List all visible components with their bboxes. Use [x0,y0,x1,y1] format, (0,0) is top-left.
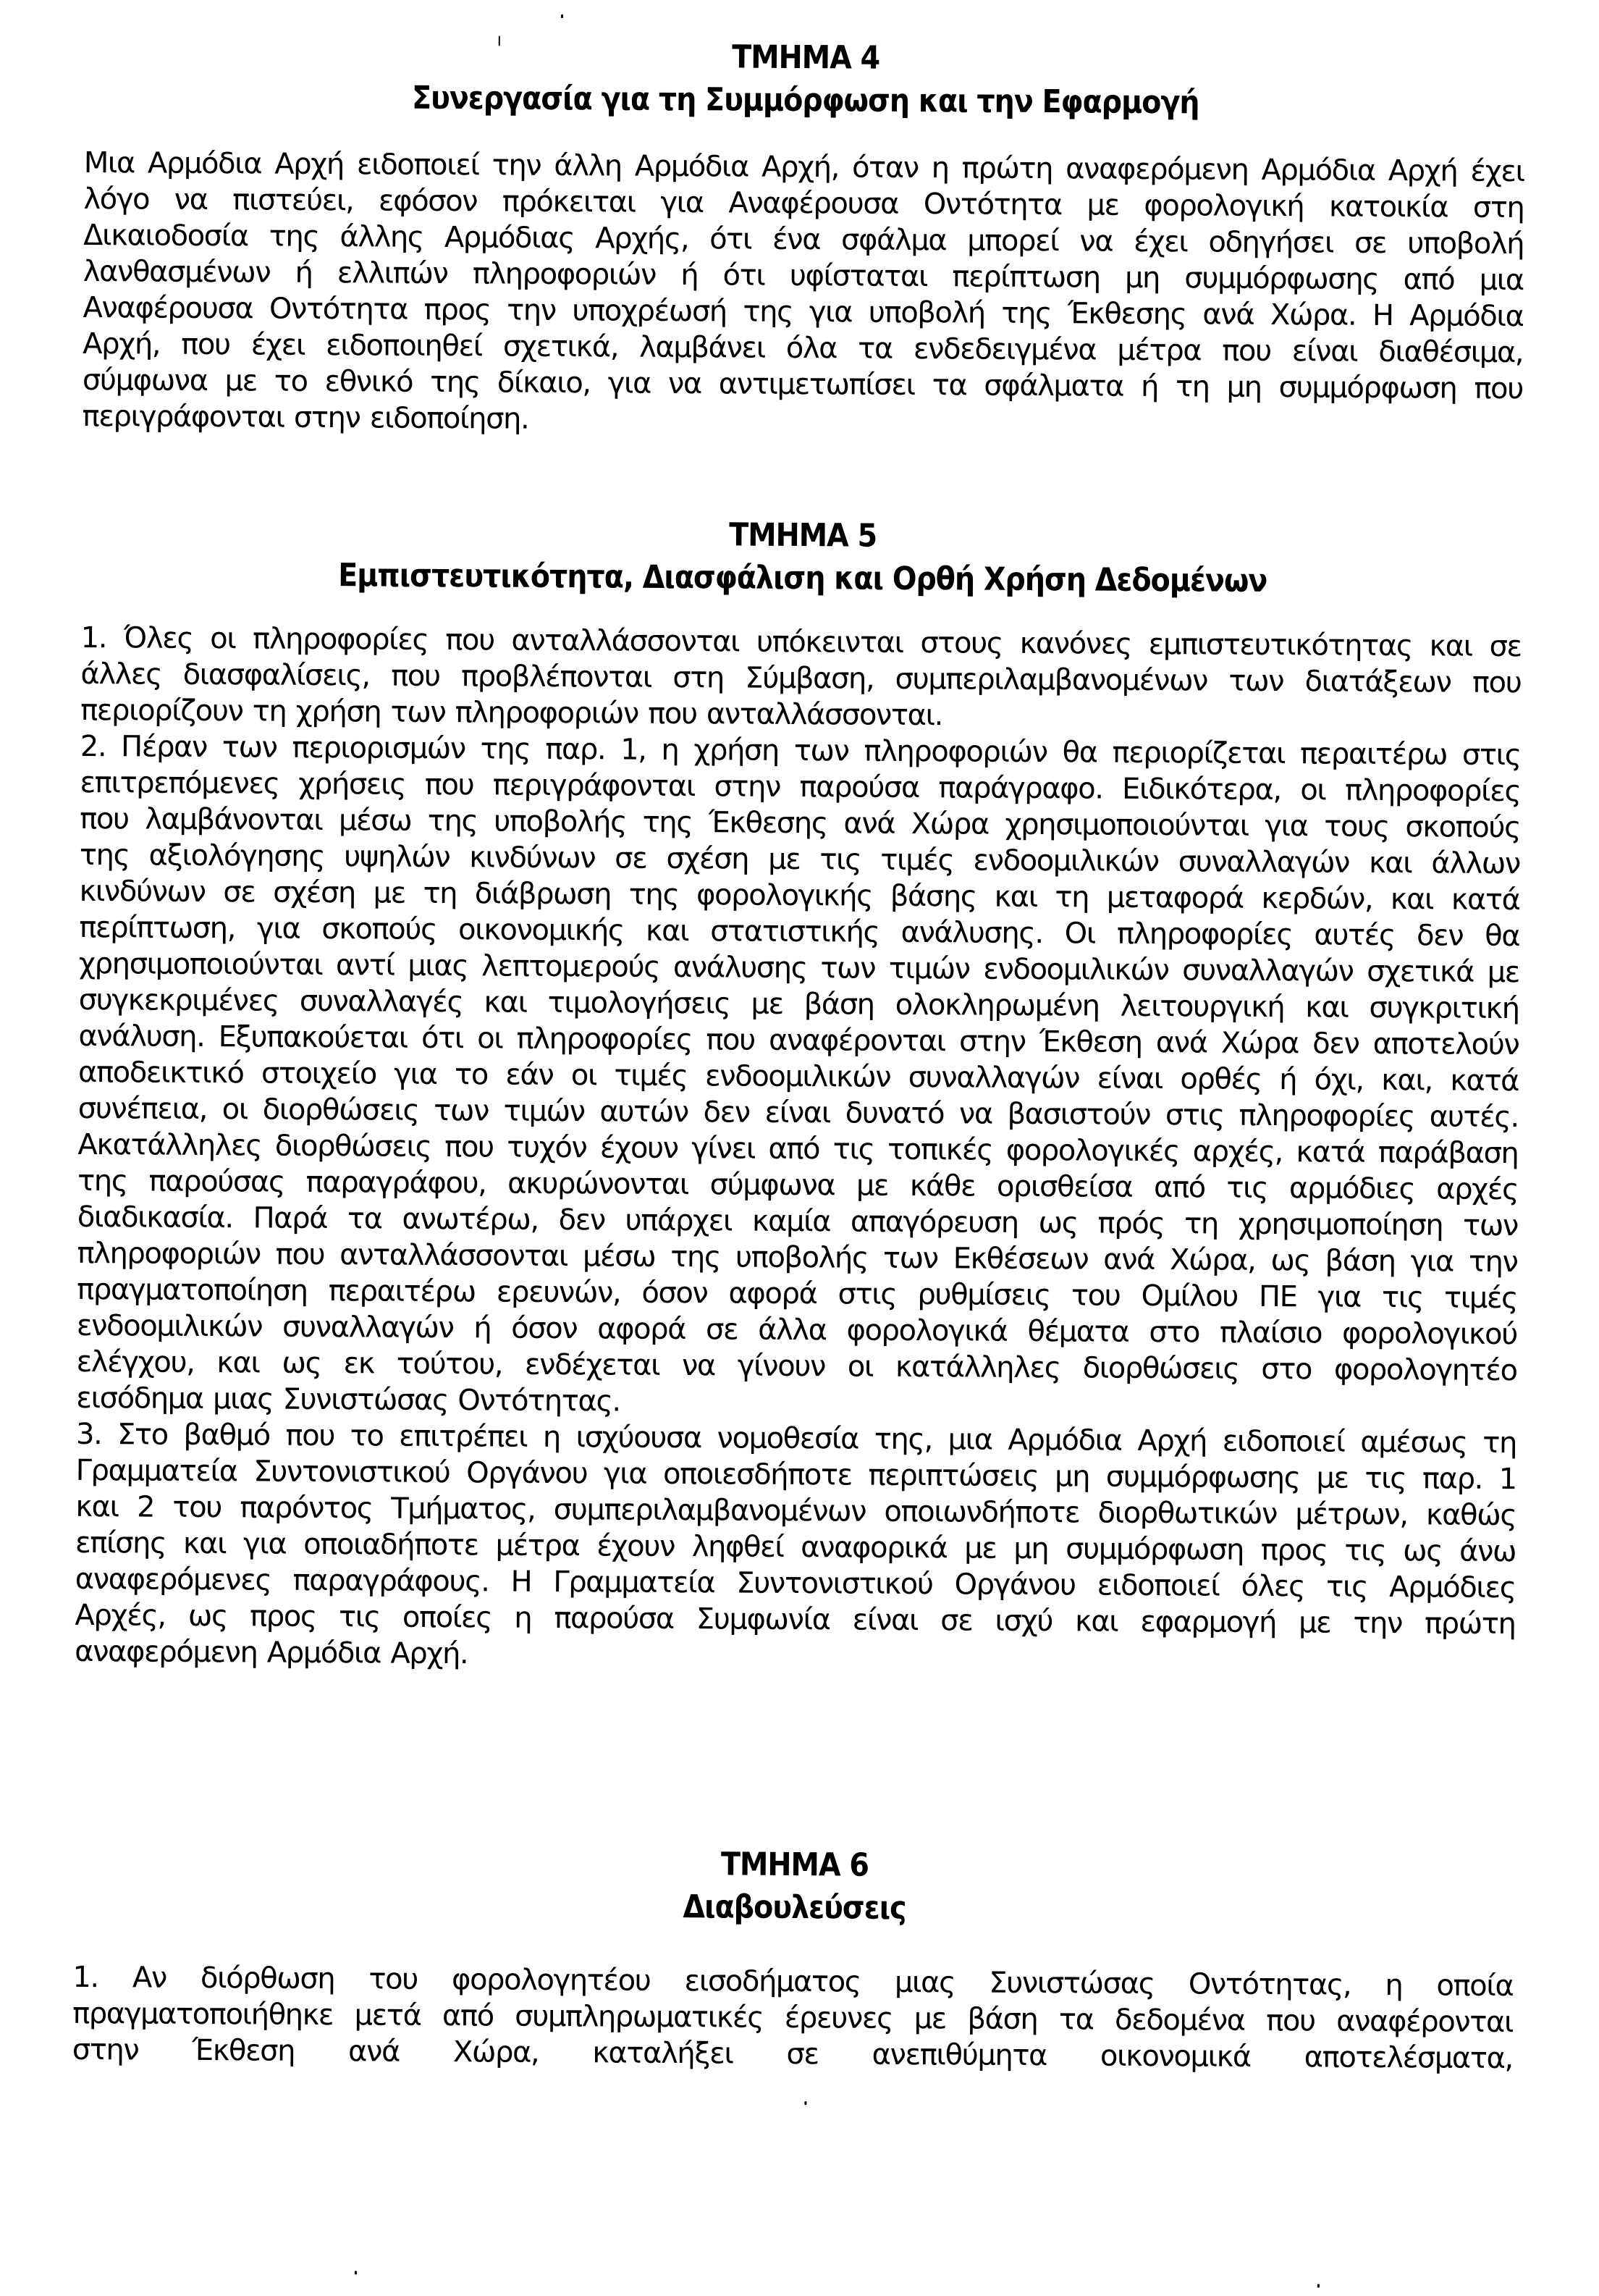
text-line: περιγράφονται στην ειδοποίηση. [82,399,529,436]
text-line: ελέγχου, και ως εκ τούτου, ενδέχεται να γίνουν οι κατάλληλες διορθώσεις στο φορολογητέο [76,1345,1517,1388]
text-line: ενδοομιλικών συναλλαγών ή όσον αφορά σε άλλα φορολογικά θέματα στο πλαίσιο φορολογικού [76,1308,1518,1352]
text-line: Μια Αρμόδια Αρχή ειδοποιεί την άλλη Αρμόδια Αρχή, όταν η πρώτη αναφερόμενη Αρμόδια Αρχή έχει [83,146,1524,189]
text-line: 1. Αν διόρθωση του φορολογητέου εισοδήματος μιας Συνιστώσας Οντότητας, η οποία [72,1960,1514,2003]
text-line: αναφερόμενη Αρμόδια Αρχή. [75,1634,468,1671]
section-6-heading [0,1840,1595,1935]
text-line: σύμφωνα με το εθνικό της δίκαιο, για να αντιμετωπίσει τα σφάλματα ή τη μη συμμόρφωση που [82,363,1524,406]
text-line: συγκεκριμένες συναλλαγές και τιμολογήσεις με βάση ολοκληρωμένη λειτουργική και συγκριτική [78,983,1519,1026]
section-5-heading [3,510,1599,605]
scan-artifact [1317,2284,1320,2287]
section-6-number: ΤΜΗΜΑ 6 [720,1846,869,1884]
section-5-title: Εμπιστευτικότητα, Διασφάλιση και Ορθή Χρήση Δεδομένων [338,557,1267,600]
scan-artifact [561,14,563,18]
section-6-title: Διαβουλεύσεις [683,1888,906,1927]
text-line: εισόδημα μιας Συνιστώσας Οντότητας. [76,1381,620,1418]
scan-artifact [355,2271,357,2274]
text-line: Αρχές, ως προς τις οποίες η παρούσα Συμφωνία είναι σε ισχύ και εφαρμογή με την πρώτη [75,1598,1516,1641]
text-line: άλλες διασφαλίσεις, που προβλέπονται στη Σύμβαση, συμπεριλαμβανομένων των διατάξεων που [80,657,1522,700]
text-line: 3. Στο βαθμό που το επιτρέπει η ισχύουσα νομοθεσία της, μια Αρμόδια Αρχή ειδοποιεί αμέσως τη [75,1417,1517,1460]
text-line: της παρούσας παραγράφου, ακυρώνονται σύμφωνα με κάθε ορισθείσα από τις αρμόδιες αρχές [77,1164,1519,1207]
text-line: αποδεικτικό στοιχείο για το εάν οι τιμές ενδοομιλικών συναλλαγών είναι ορθές ή όχι, και, κατά [77,1055,1519,1098]
scan-artifact [499,35,500,46]
section-5-body [75,620,1522,1678]
text-line: αναφερόμενες παραγράφους. Η Γραμματεία Συντονιστικού Οργάνου ειδοποιεί όλες τις Αρμόδιες [75,1562,1516,1605]
text-line: Αναφέρουσα Οντότητα προς την υποχρέωσή της για υποβολή της Έκθεσης ανά Χώρα. Η Αρμόδια [83,290,1524,334]
text-line: που λαμβάνονται μέσω της υποβολής της Έκθεσης ανά Χώρα χρησιμοποιούνται για τους σκοπούς [80,802,1521,845]
text-line: χρησιμοποιούνται αντί μιας λεπτομερούς ανάλυσης των τιμών ενδοομιλικών συναλλαγών σχετικά με [78,946,1520,990]
text-line: Γραμματεία Συντονιστικού Οργάνου για οποιεσδήποτε περιπτώσεις μη συμμόρφωσης με τις παρ. 1 [75,1453,1516,1497]
text-line: και 2 του παρόντος Τμήματος, συμπεριλαμβανομένων οποιωνδήποτε διορθωτικών μέτρων, καθώς [75,1489,1516,1533]
text-line: λανθασμένων ή ελλιπών πληροφοριών ή ότι υφίσταται περίπτωση μη συμμόρφωσης από μια [83,254,1524,298]
text-line: επιτρεπόμενες χρήσεις που περιγράφονται στην παρούσα παράγραφο. Ειδικότερα, οι πληροφορίες [80,765,1521,809]
text-line: Ακατάλληλες διορθώσεις που τυχόν έχουν γίνει από τις τοπικές φορολογικές αρχές, κατά παράβαση [77,1127,1519,1171]
section-4-title: Συνεργασία για τη Συμμόρφωση και την Εφαρμογή [411,79,1199,122]
text-line: Αρχή, που έχει ειδοποιηθεί σχετικά, λαμβάνει όλα τα ενδεδειγμένα μέτρα που είναι διαθέσιμα, [83,327,1524,370]
text-line: λόγο να πιστεύει, εφόσον πρόκειται για Αναφέρουσα Οντότητα με φορολογική κατοικία στη [83,182,1524,225]
text-line: συνέπεια, οι διορθώσεις των τιμών αυτών δεν είναι δυνατό να βασιστούν στις πληροφορίες αυτές. [77,1091,1519,1135]
text-line: στην Έκθεση ανά Χώρα, καταλήξει σε ανεπιθύμητα οικονομικά αποτελέσματα, [72,2032,1513,2076]
text-line: πραγματοποιήθηκε μετά από συμπληρωματικές έρευνες με βάση τα δεδομένα που αναφέρονται [72,1996,1514,2040]
scan-artifact [804,2101,806,2105]
text-line: 1. Όλες οι πληροφορίες που ανταλλάσσονται υπόκεινται στους κανόνες εμπιστευτικότητας και σε [80,621,1522,664]
section-4-number: ΤΜΗΜΑ 4 [732,38,880,77]
text-line: κινδύνων σε σχέση με τη διάβρωση της φορολογικής βάσης και τη μεταφορά κερδών, και κατά [79,874,1520,917]
text-line: διαδικασία. Παρά τα ανωτέρω, δεν υπάρχει καμία απαγόρευση ως πρός τη χρησιμοποίηση των [77,1200,1518,1243]
text-line: ανάλυση. Εξυπακούεται ότι οι πληροφορίες που αναφέρονται στην Έκθεση ανά Χώρα δεν αποτελούν [78,1019,1519,1062]
text-line: πραγματοποίηση περαιτέρω ερευνών, όσον αφορά στις ρυθμίσεις του Ομίλου ΠΕ για τις τιμές [77,1272,1518,1316]
text-line: περίπτωση, για σκοπούς οικονομικής και στατιστικής ανάλυσης. Οι πληροφορίες αυτές δεν θα [79,910,1520,954]
section-5-number: ΤΜΗΜΑ 5 [729,516,877,555]
section-6-body [72,1959,1514,2077]
text-line: της αξιολόγησης υψηλών κινδύνων σε σχέση με τις τιμές ενδοομιλικών συναλλαγών και άλλων [79,838,1521,881]
text-line: επίσης και για οποιαδήποτε μέτρα έχουν ληφθεί αναφορικά με μη συμμόρφωση προς τις ως άνω [75,1526,1516,1569]
text-line: Δικαιοδοσία της άλλης Αρμόδιας Αρχής, ότι ένα σφάλμα μπορεί να έχει οδηγήσει σε υποβολή [83,218,1524,261]
text-line: πληροφοριών που ανταλλάσσονται μέσω της υποβολής των Εκθέσεων ανά Χώρα, ως βάση για την [77,1236,1518,1279]
text-line: περιορίζουν τη χρήση των πληροφοριών που ανταλλάσσονται. [80,693,943,733]
section-4-heading [6,33,1599,127]
text-line: 2. Πέραν των περιορισμών της παρ. 1, η χρήση των πληροφοριών θα περιορίζεται περαιτέρω στις [80,729,1521,773]
section-4-body [82,145,1524,443]
